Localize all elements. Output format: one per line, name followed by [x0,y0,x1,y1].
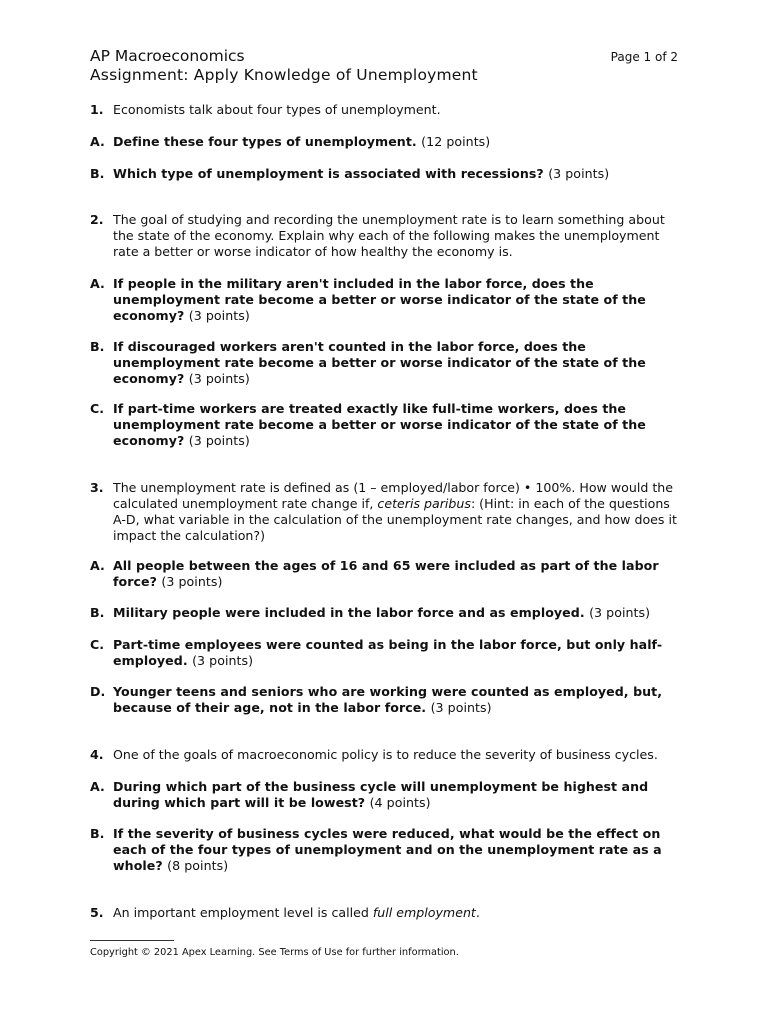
assignment-title: Assignment: Apply Knowledge of Unemployment [90,66,478,84]
question-text [113,480,680,544]
question-3 [90,480,680,544]
points: (3 points) [188,433,250,448]
question-1a [90,134,680,150]
question-4b [90,826,680,874]
question-5 [90,905,680,921]
part-text: If the severity of business cycles were reduced, what would be the effect on each of the four types of unemployment and on the unemployment rate as a whole? [113,826,662,873]
part-label: C. [90,637,105,652]
question-3d [90,684,680,716]
points: (3 points) [161,574,223,589]
question-text-part: . [475,905,480,920]
question-text-part: An important employment level is called [113,905,369,920]
part-text: All people between the ages of 16 and 65 were included as part of the labor force? [113,558,659,589]
part-label: A. [90,558,105,573]
question-text: Economists talk about four types of unemployment. [113,102,441,117]
part-label: C. [90,401,105,416]
question-text: The goal of studying and recording the unemployment rate is to learn something about the state of the economy. Explain why each of the following makes the unemployment rate a better or worse indicator of how healthy the economy is. [113,212,665,259]
part-label: A. [90,134,105,149]
question-2a [90,276,680,324]
part-label: B. [90,339,105,354]
points: (3 points) [589,605,651,620]
part-text: If people in the military aren't included in the labor force, does the unemployment rate become a better or worse indicator of the state of the economy? [113,276,646,323]
question-number: 5. [90,905,104,920]
points: (3 points) [192,653,254,668]
part-text: Define these four types of unemployment. [113,134,417,149]
question-text-part: The unemployment rate is defined as (1 – employed/labor force) • 100%. How would the calculated unemployment rate change if, [113,480,674,511]
question-3a [90,558,680,590]
question-number: 2. [90,212,104,227]
question-2b [90,339,680,387]
question-2 [90,212,680,260]
part-text: Military people were included in the labor force and as employed. [113,605,585,620]
question-2c [90,401,680,449]
question-number: 4. [90,747,104,762]
question-text: One of the goals of macroeconomic policy is to reduce the severity of business cycles. [113,747,658,762]
part-label: B. [90,166,105,181]
copyright: Copyright © 2021 Apex Learning. See Terms of Use for further information. [90,947,459,958]
part-label: A. [90,779,105,794]
part-text: Younger teens and seniors who are working were counted as employed, but, because of their age, not in the labor force. [113,684,663,715]
question-1b [90,166,680,182]
part-text: Which type of unemployment is associated with recessions? [113,166,544,181]
full-employment-italic: full employment [372,905,476,920]
part-label: B. [90,605,105,620]
part-text: Part-time employees were counted as being in the labor force, but only half-employed. [113,637,663,668]
points: (3 points) [188,308,250,323]
part-text: If part-time workers are treated exactly like full-time workers, does the unemployment rate become a better or worse indicator of the state of the economy? [113,401,646,448]
question-text-part: : (Hint: in each of the questions A-D, what variable in the calculation of the unemployment rate changes, and how does it impact the calculation?) [113,496,677,543]
question-1 [90,102,680,118]
question-4a [90,779,680,811]
question-3c [90,637,680,669]
part-text: During which part of the business cycle will unemployment be highest and during which part will it be lowest? [113,779,649,810]
part-label: B. [90,826,105,841]
course-title: AP Macroeconomics [90,47,245,65]
question-number: 3. [90,480,104,495]
part-label: D. [90,684,106,699]
footer-rule [90,940,174,941]
points: (3 points) [188,371,250,386]
question-text [113,905,680,921]
points: (3 points) [548,166,610,181]
ceteris-paribus-italic: ceteris paribus [377,496,471,511]
page-number: Page 1 of 2 [610,50,678,64]
question-4 [90,747,680,763]
part-label: A. [90,276,105,291]
part-text: If discouraged workers aren't counted in the labor force, does the unemployment rate become a better or worse indicator of the state of the economy? [113,339,646,386]
points: (4 points) [369,795,431,810]
points: (12 points) [421,134,491,149]
points: (3 points) [430,700,492,715]
question-3b [90,605,680,621]
points: (8 points) [167,858,229,873]
question-number: 1. [90,102,104,117]
